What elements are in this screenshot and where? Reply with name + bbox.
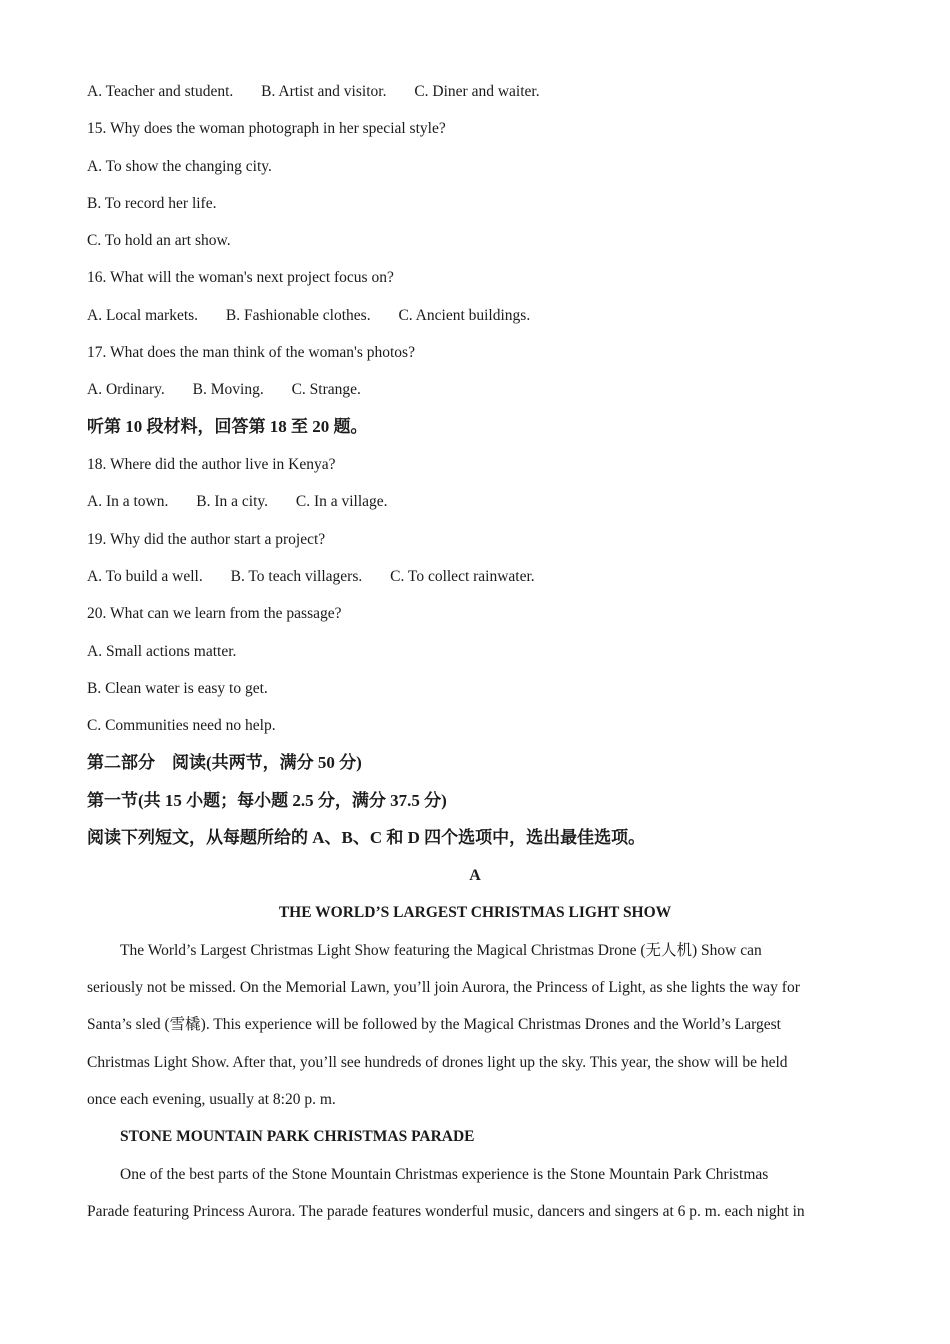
q16-options bbox=[87, 306, 530, 326]
q14-option-b: B. Artist and visitor. bbox=[261, 83, 387, 100]
q18-options bbox=[87, 492, 388, 512]
q15-option-c: C. To hold an art show. bbox=[87, 232, 231, 249]
q15-option-b: B. To record her life. bbox=[87, 195, 217, 212]
part2-heading: 第二部分 阅读(共两节，满分 50 分) bbox=[87, 753, 362, 772]
section10-heading: 听第 10 段材料，回答第 18 至 20 题。 bbox=[87, 417, 368, 436]
para2-line-2: Parade featuring Princess Aurora. The parade features wonderful music, dancers and singers at 6 p. m. each night in bbox=[87, 1203, 805, 1220]
para1-line-2: seriously not be missed. On the Memorial Lawn, you’ll join Aurora, the Princess of Light, as she lights the way for bbox=[87, 979, 800, 996]
q15-option-a: A. To show the changing city. bbox=[87, 158, 272, 175]
q20-option-c: C. Communities need no help. bbox=[87, 717, 276, 734]
para1-line-1: The World’s Largest Christmas Light Show featuring the Magical Christmas Drone (无人机) Show can bbox=[120, 942, 762, 959]
q14-option-c: C. Diner and waiter. bbox=[414, 83, 540, 100]
q18-option-c: C. In a village. bbox=[295, 493, 388, 510]
q16-question: 16. What will the woman's next project focus on? bbox=[87, 269, 394, 286]
reading-instruction: 阅读下列短文，从每题所给的 A、B、C 和 D 四个选项中，选出最佳选项。 bbox=[87, 828, 646, 847]
q16-option-a: A. Local markets. bbox=[87, 307, 199, 324]
passage-subtitle: STONE MOUNTAIN PARK CHRISTMAS PARADE bbox=[120, 1128, 475, 1145]
q19-option-c: C. To collect rainwater. bbox=[390, 568, 535, 585]
q16-option-b: B. Fashionable clothes. bbox=[225, 307, 371, 324]
q18-option-a: A. In a town. bbox=[87, 493, 169, 510]
q17-option-b: B. Moving. bbox=[192, 381, 264, 398]
para2-line-1: One of the best parts of the Stone Mountain Christmas experience is the Stone Mountain Park Christmas bbox=[120, 1166, 769, 1183]
q17-option-c: C. Strange. bbox=[291, 381, 361, 398]
q16-option-c: C. Ancient buildings. bbox=[398, 307, 531, 324]
q19-option-a: A. To build a well. bbox=[87, 568, 203, 585]
q14-options bbox=[87, 82, 540, 102]
q17-options bbox=[87, 380, 361, 400]
passage-letter: A bbox=[469, 867, 481, 884]
q19-options bbox=[87, 567, 535, 587]
q18-question: 18. Where did the author live in Kenya? bbox=[87, 456, 336, 473]
q18-option-b: B. In a city. bbox=[196, 493, 268, 510]
para1-line-3: Santa’s sled (雪橇). This experience will be followed by the Magical Christmas Drones and the World’s Largest bbox=[87, 1016, 781, 1033]
q20-option-b: B. Clean water is easy to get. bbox=[87, 680, 268, 697]
q19-option-b: B. To teach villagers. bbox=[230, 568, 363, 585]
para1-line-5: once each evening, usually at 8:20 p. m. bbox=[87, 1091, 336, 1108]
q20-option-a: A. Small actions matter. bbox=[87, 643, 237, 660]
para1-line-4: Christmas Light Show. After that, you’ll see hundreds of drones light up the sky. This year, the show will be held bbox=[87, 1054, 788, 1071]
q15-question: 15. Why does the woman photograph in her special style? bbox=[87, 120, 446, 137]
passage-title: THE WORLD’S LARGEST CHRISTMAS LIGHT SHOW bbox=[278, 904, 672, 921]
q20-question: 20. What can we learn from the passage? bbox=[87, 605, 342, 622]
q17-question: 17. What does the man think of the woman's photos? bbox=[87, 344, 415, 361]
q17-option-a: A. Ordinary. bbox=[87, 381, 165, 398]
q19-question: 19. Why did the author start a project? bbox=[87, 531, 326, 548]
q14-option-a: A. Teacher and student. bbox=[87, 83, 234, 100]
section1-heading: 第一节(共 15 小题；每小题 2.5 分，满分 37.5 分) bbox=[87, 791, 447, 810]
